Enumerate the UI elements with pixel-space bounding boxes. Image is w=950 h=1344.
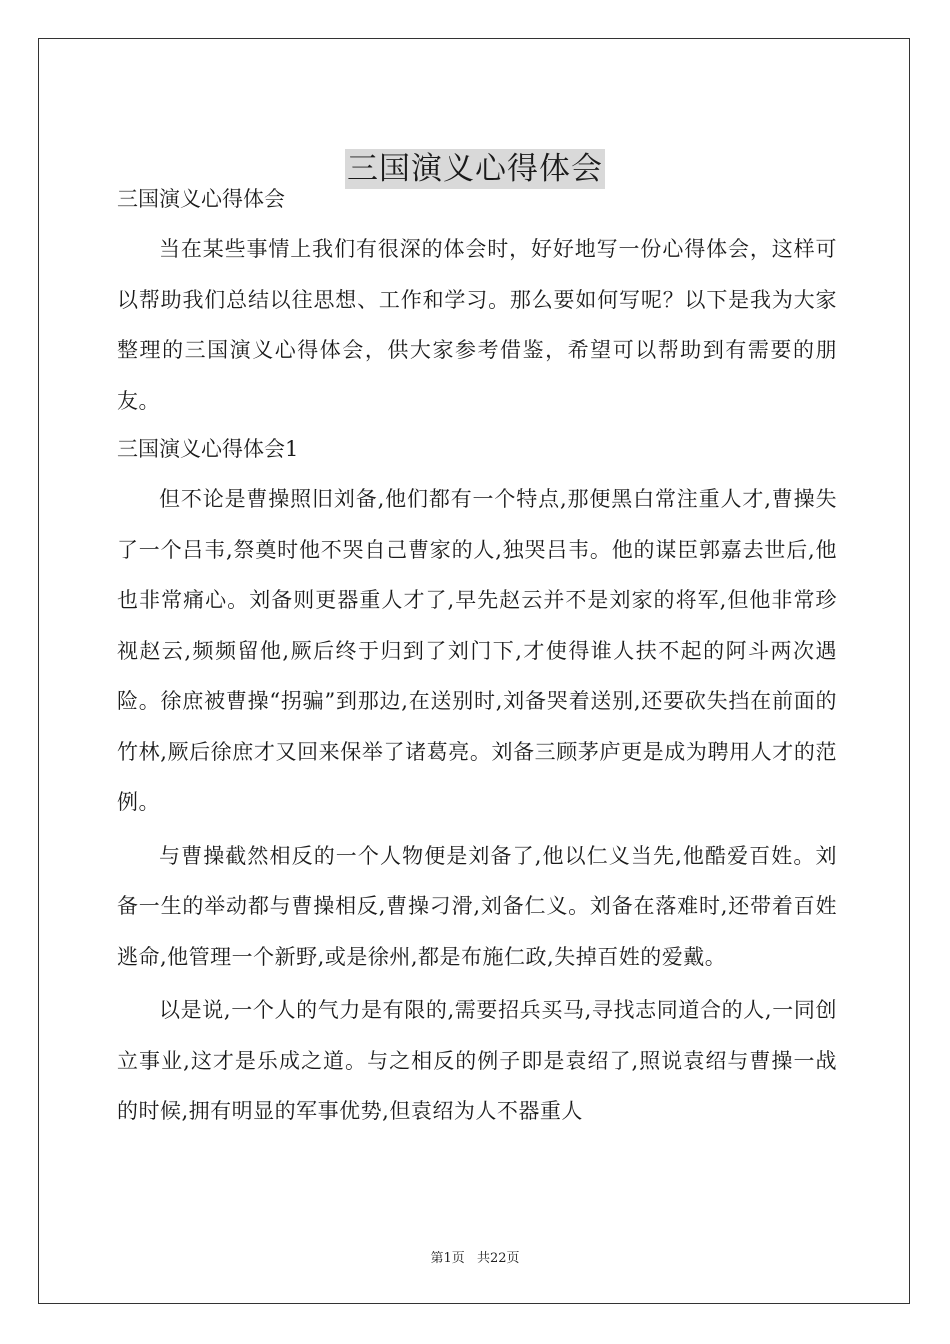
page-footer: [0, 1247, 950, 1266]
document-title: 三国演义心得体会: [347, 150, 603, 187]
total-pages: 共22页: [476, 1251, 520, 1266]
intro-paragraph: 当在某些事情上我们有很深的体会时，好好地写一份心得体会，这样可以帮助我们总结以往思想、工作和学习。那么要如何写呢？以下是我为大家整理的三国演义心得体会，供大家参考借鉴，希望可以帮助到有需要的朋友。: [117, 237, 837, 413]
body-paragraph-1: 但不论是曹操照旧刘备,他们都有一个特点,那便黑白常注重人才,曹操失了一个吕韦,祭奠时他不哭自己曹家的人,独哭吕韦。他的谋臣郭嘉去世后,他也非常痛心。刘备则更器重人才了,早先赵云并不是刘家的将军,但他非常珍视赵云,频频留他,厥后终于归到了刘门下,才使得谁人扶不起的阿斗两次遇险。徐庶被曹操“拐骗”到那边,在送别时,刘备哭着送别,还要砍失挡在前面的竹林,厥后徐庶才又回来保举了诸葛亮。刘备三顾茅庐更是成为聘用人才的范例。: [117, 487, 837, 814]
body-paragraph-2: 与曹操截然相反的一个人物便是刘备了,他以仁义当先,他酷爱百姓。刘备一生的举动都与曹操相反,曹操刁滑,刘备仁义。刘备在落难时,还带着百姓逃命,他管理一个新野,或是徐州,都是布施仁政,失掉百姓的爱戴。: [117, 843, 837, 969]
page-number: 第1页: [430, 1251, 465, 1266]
document-subtitle: 三国演义心得体会: [117, 187, 285, 211]
section-heading: 三国演义心得体会1: [117, 437, 299, 461]
document-body: [117, 180, 837, 1137]
body-paragraph-3: 以是说,一个人的气力是有限的,需要招兵买马,寻找志同道合的人,一同创立事业,这才是乐成之道。与之相反的例子即是袁绍了,照说袁绍与曹操一战的时候,拥有明显的军事优势,但袁绍为人不器重人: [117, 998, 837, 1123]
